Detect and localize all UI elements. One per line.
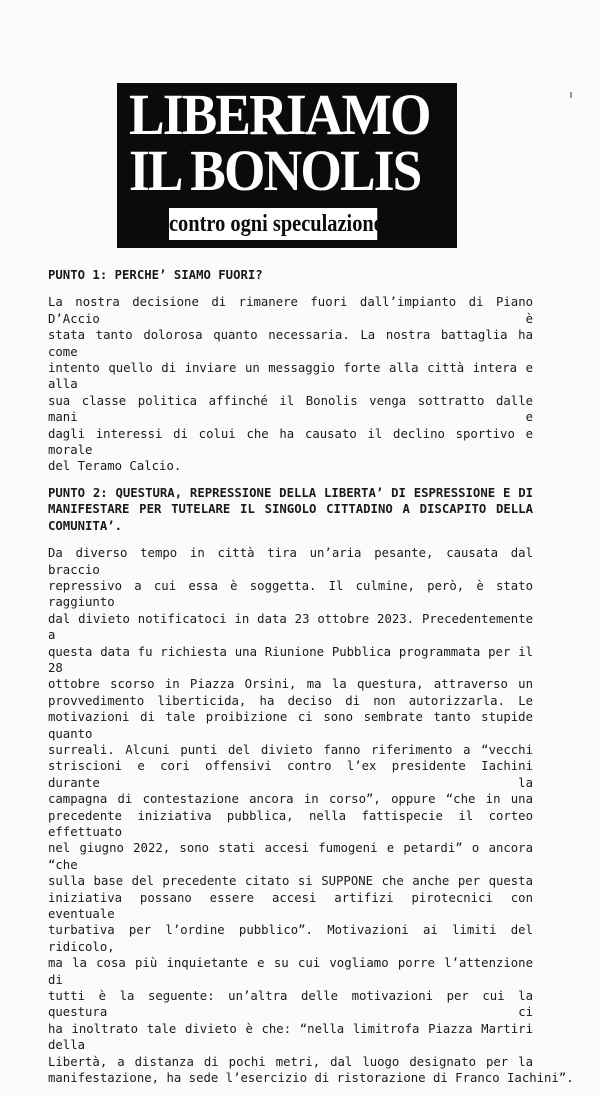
paragraph-line: striscioni e cori offensivi contro l’ex presidente Iachini durante la — [48, 759, 533, 790]
heading-line: PUNTO 2: QUESTURA, REPRESSIONE DELLA LIBERTA’ DI ESPRESSIONE E DI — [48, 485, 533, 500]
paragraph-line: tutti è la seguente: un’altra delle motivazioni per cui la questura ci — [48, 989, 533, 1020]
heading-line: MANIFESTARE PER TUTELARE IL SINGOLO CITTADINO A DISCAPITO DELLA — [48, 502, 533, 517]
paragraph-line: precedente iniziativa pubblica, nella fattispecie il corteo effettuato — [48, 808, 533, 839]
paragraph-line: questa data fu richiesta una Riunione Pubblica programmata per il 28 — [48, 644, 533, 675]
paragraph-line: Da diverso tempo in città tira un’aria pesante, causata dal braccio — [48, 546, 533, 577]
section-paragraph — [48, 545, 574, 1086]
section-heading — [48, 267, 533, 283]
paragraph-line: ma la cosa più inquietante e su cui vogliamo porre l’attenzione di — [48, 956, 533, 987]
paragraph-line: La nostra decisione di rimanere fuori dall’impianto di Piano D’Accio è — [48, 295, 533, 326]
title-banner — [117, 83, 457, 248]
paragraph-line: iniziativa possano essere accesi artifizi pirotecnici con eventuale — [48, 890, 533, 922]
paragraph-line: stata tanto dolorosa quanto necessaria. La nostra battaglia ha come — [48, 328, 533, 359]
paragraph-line: ottobre scorso in Piazza Orsini, ma la questura, attraverso un — [48, 677, 533, 692]
paragraph-line: repressivo a cui essa è soggetta. Il culmine, però, è stato raggiunto — [48, 578, 533, 610]
banner-title-line-2: IL BONOLIS — [129, 138, 421, 203]
paragraph-line: motivazioni di tale proibizione ci sono sembrate tanto stupide quanto — [48, 710, 533, 741]
banner-title-line-1: LIBERIAMO — [129, 82, 430, 147]
paragraph-line: intento quello di inviare un messaggio forte alla città intera e alla — [48, 361, 533, 392]
paragraph-line: campagna di contestazione ancora in corso”, oppure “che in una — [48, 792, 533, 807]
banner-subtitle: contro ogni speculazione — [169, 208, 377, 240]
paragraph-line: turbativa per l’ordine pubblico”. Motivazioni ai limiti del ridicolo, — [48, 923, 533, 954]
paragraph-line: sua classe politica affinché il Bonolis venga sottratto dalle mani e — [48, 393, 533, 425]
paragraph-line: Libertà, a distanza di pochi metri, dal luogo designato per la — [48, 1054, 533, 1069]
section-paragraph — [48, 294, 533, 474]
document-body — [48, 267, 574, 1097]
paragraph-line: dagli interessi di colui che ha causato il declino sportivo e morale — [48, 426, 533, 458]
paragraph-line: nel giugno 2022, sono stati accesi fumogeni e petardi” o ancora “che — [48, 841, 533, 872]
paragraph-line: provvedimento liberticida, ha deciso di non autorizzarla. Le — [48, 693, 533, 708]
paragraph-line: manifestazione, ha sede l’esercizio di ristorazione di Franco Iachini”. — [48, 1071, 574, 1086]
heading-line: PUNTO 1: PERCHE’ SIAMO FUORI? — [48, 268, 263, 282]
paragraph-line: dal divieto notificatoci in data 23 ottobre 2023. Precedentemente a — [48, 611, 533, 643]
paragraph-line: surreali. Alcuni punti del divieto fanno riferimento a “vecchi — [48, 742, 533, 757]
heading-line: COMUNITA’. — [48, 518, 123, 533]
paragraph-line: sulla base del precedente citato si SUPPONE che anche per questa — [48, 874, 533, 889]
section-heading — [48, 485, 533, 534]
paragraph-line: ha inoltrato tale divieto è che: “nella limitrofa Piazza Martiri della — [48, 1021, 533, 1053]
banner-title — [129, 82, 430, 203]
paragraph-line: del Teramo Calcio. — [48, 459, 182, 474]
scan-speck — [570, 92, 572, 98]
